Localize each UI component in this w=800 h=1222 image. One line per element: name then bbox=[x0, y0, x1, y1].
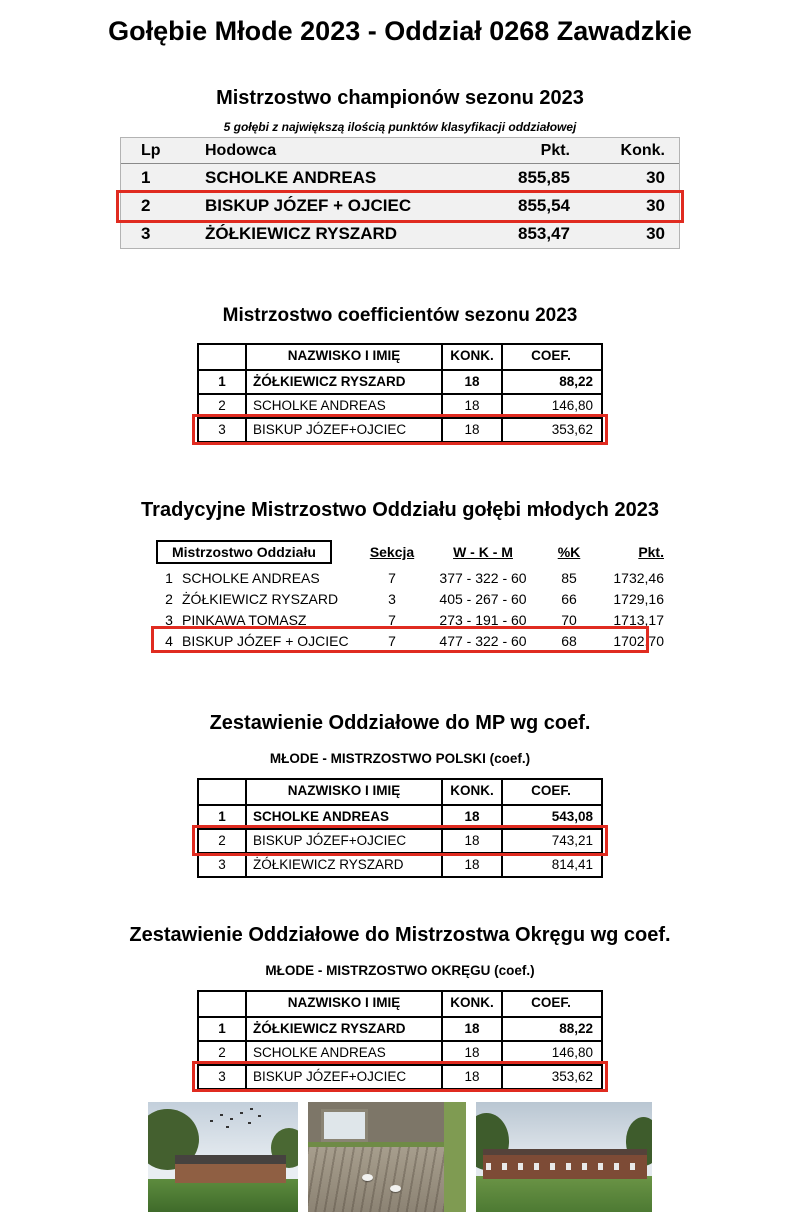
col-konk: KONK. bbox=[441, 992, 501, 1016]
cell-name: ŻÓŁKIEWICZ RYSZARD bbox=[245, 369, 441, 393]
col-coef: COEF. bbox=[501, 345, 601, 369]
cell-lp: 2 bbox=[165, 591, 173, 607]
cell-name: SCHOLKE ANDREAS bbox=[182, 570, 320, 586]
green-beam bbox=[308, 1142, 466, 1147]
cell-lp: 1 bbox=[199, 369, 245, 393]
cell-lp: 2 bbox=[199, 1040, 245, 1064]
cell-name: PINKAWA TOMASZ bbox=[182, 612, 307, 628]
table-row bbox=[199, 393, 601, 417]
pigeon bbox=[362, 1174, 373, 1181]
table-row bbox=[199, 417, 601, 441]
col-konk: Konk. bbox=[620, 141, 665, 159]
cell-name: ŻÓŁKIEWICZ RYSZARD bbox=[182, 591, 339, 607]
table-row bbox=[121, 220, 679, 248]
cell-pkt: 853,47 bbox=[518, 224, 570, 243]
col-sekcja: Sekcja bbox=[369, 544, 415, 560]
cell-name: SCHOLKE ANDREAS bbox=[245, 804, 441, 828]
cell-name: BISKUP JÓZEF+OJCIEC bbox=[245, 1064, 441, 1088]
cell-konk: 18 bbox=[441, 1040, 501, 1064]
table-header-row bbox=[199, 780, 601, 804]
cell-name: ŻÓŁKIEWICZ RYSZARD bbox=[245, 852, 441, 876]
cell-sekcja: 7 bbox=[388, 612, 396, 628]
cell-name: ŻÓŁKIEWICZ RYSZARD bbox=[245, 1016, 441, 1040]
loft-building bbox=[483, 1149, 647, 1179]
cell-lp: 3 bbox=[141, 224, 151, 243]
col-wkm: W - K - M bbox=[453, 544, 513, 560]
cell-konk: 30 bbox=[646, 196, 665, 215]
lawn bbox=[476, 1176, 652, 1212]
mp-section-title: Zestawienie Oddziałowe do MP wg coef. bbox=[209, 712, 591, 734]
cell-coef: 543,08 bbox=[501, 804, 601, 828]
col-name: NAZWISKO I IMIĘ bbox=[245, 992, 441, 1016]
table-row bbox=[199, 804, 601, 828]
loft-exterior-trees-photo bbox=[148, 1102, 298, 1212]
cell-pkt: 1702,70 bbox=[613, 633, 664, 649]
cell-konk: 18 bbox=[441, 804, 501, 828]
slatted-floor bbox=[308, 1144, 466, 1212]
champions-table bbox=[120, 120, 680, 249]
flying-birds bbox=[210, 1120, 213, 1122]
col-blank bbox=[199, 992, 245, 1016]
cell-name: BISKUP JÓZEF+OJCIEC bbox=[245, 417, 441, 441]
col-konk: KONK. bbox=[441, 780, 501, 804]
header-box: Mistrzostwo Oddziału bbox=[156, 540, 332, 564]
table-row bbox=[199, 1016, 601, 1040]
col-coef: COEF. bbox=[501, 780, 601, 804]
col-pkt: Pkt. bbox=[638, 544, 664, 560]
table-header-row bbox=[121, 138, 679, 164]
cell-coef: 146,80 bbox=[501, 1040, 601, 1064]
mp-subtitle: MŁODE - MISTRZOSTWO POLSKI (coef.) bbox=[269, 751, 531, 766]
cell-lp: 3 bbox=[199, 852, 245, 876]
cell-konk: 18 bbox=[441, 369, 501, 393]
table-header-row bbox=[199, 345, 601, 369]
table-row bbox=[199, 828, 601, 852]
cell-lp: 1 bbox=[141, 168, 151, 187]
cell-pk: 68 bbox=[561, 633, 577, 649]
cell-lp: 3 bbox=[165, 612, 173, 628]
table-header-row bbox=[199, 992, 601, 1016]
cell-sekcja: 7 bbox=[388, 570, 396, 586]
cell-wkm: 377 - 322 - 60 bbox=[439, 570, 527, 586]
okreg-table bbox=[197, 990, 603, 1090]
table-row bbox=[199, 369, 601, 393]
vent-row bbox=[486, 1163, 643, 1169]
cell-lp: 1 bbox=[199, 1016, 245, 1040]
cell-pkt: 855,54 bbox=[518, 196, 570, 215]
cell-coef: 88,22 bbox=[501, 1016, 601, 1040]
col-blank bbox=[199, 780, 245, 804]
col-coef: COEF. bbox=[501, 992, 601, 1016]
champions-table-box bbox=[120, 137, 680, 249]
champions-section-title: Mistrzostwo championów sezonu 2023 bbox=[216, 87, 584, 109]
champions-subtitle: 5 gołębi z największą ilością punktów klasyfikacji oddziałowej bbox=[223, 120, 577, 134]
col-name: NAZWISKO I IMIĘ bbox=[245, 780, 441, 804]
cell-coef: 353,62 bbox=[501, 417, 601, 441]
cell-wkm: 405 - 267 - 60 bbox=[439, 591, 527, 607]
cell-pkt: 1732,46 bbox=[613, 570, 664, 586]
traditional-table bbox=[156, 536, 664, 652]
page-title: Gołębie Młode 2023 - Oddział 0268 Zawadzkie bbox=[108, 16, 692, 46]
cell-konk: 18 bbox=[441, 828, 501, 852]
traditional-section-title: Tradycyjne Mistrzostwo Oddziału gołębi młodych 2023 bbox=[141, 499, 659, 521]
cell-konk: 18 bbox=[441, 852, 501, 876]
cell-konk: 18 bbox=[441, 1016, 501, 1040]
cell-coef: 146,80 bbox=[501, 393, 601, 417]
cell-hodowca: ŻÓŁKIEWICZ RYSZARD bbox=[205, 224, 398, 243]
cell-sekcja: 3 bbox=[388, 591, 396, 607]
cell-sekcja: 7 bbox=[388, 633, 396, 649]
cell-name: SCHOLKE ANDREAS bbox=[245, 393, 441, 417]
table-row bbox=[156, 568, 664, 589]
table-row bbox=[121, 192, 679, 220]
cell-lp: 1 bbox=[199, 804, 245, 828]
cell-lp: 1 bbox=[165, 570, 173, 586]
table-row bbox=[199, 852, 601, 876]
coefficients-section-title: Mistrzostwo coefficientów sezonu 2023 bbox=[222, 305, 578, 326]
cell-coef: 814,41 bbox=[501, 852, 601, 876]
cell-pk: 66 bbox=[561, 591, 577, 607]
table-row bbox=[199, 1064, 601, 1088]
cell-konk: 18 bbox=[441, 393, 501, 417]
floor-slats bbox=[308, 1144, 466, 1212]
cell-konk: 18 bbox=[441, 417, 501, 441]
cell-coef: 743,21 bbox=[501, 828, 601, 852]
okreg-subtitle: MŁODE - MISTRZOSTWO OKRĘGU (coef.) bbox=[265, 963, 535, 978]
green-frame bbox=[444, 1102, 466, 1212]
cell-coef: 88,22 bbox=[501, 369, 601, 393]
cell-pk: 85 bbox=[561, 570, 577, 586]
cell-hodowca: BISKUP JÓZEF + OJCIEC bbox=[205, 196, 412, 215]
cell-konk: 18 bbox=[441, 1064, 501, 1088]
mp-table bbox=[197, 778, 603, 878]
okreg-section-title: Zestawienie Oddziałowe do Mistrzostwa Okręgu wg coef. bbox=[129, 924, 671, 946]
cell-lp: 2 bbox=[199, 828, 245, 852]
table-row bbox=[156, 610, 664, 631]
grass bbox=[148, 1179, 298, 1212]
cell-wkm: 477 - 322 - 60 bbox=[439, 633, 527, 649]
cell-name: BISKUP JÓZEF + OJCIEC bbox=[182, 633, 349, 649]
col-pk: %K bbox=[557, 544, 581, 560]
col-lp: Lp bbox=[141, 141, 161, 159]
cell-pkt: 855,85 bbox=[518, 168, 570, 187]
window bbox=[321, 1109, 368, 1142]
cell-pkt: 1713,17 bbox=[613, 612, 664, 628]
col-konk: KONK. bbox=[441, 345, 501, 369]
table-row bbox=[199, 1040, 601, 1064]
cell-konk: 30 bbox=[646, 168, 665, 187]
cell-lp: 4 bbox=[165, 633, 173, 649]
cell-pkt: 1729,16 bbox=[613, 591, 664, 607]
loft-exterior-lawn-photo bbox=[476, 1102, 652, 1212]
table-row bbox=[156, 631, 664, 652]
cell-lp: 3 bbox=[199, 417, 245, 441]
cell-name: SCHOLKE ANDREAS bbox=[245, 1040, 441, 1064]
cell-name: BISKUP JÓZEF+OJCIEC bbox=[245, 828, 441, 852]
cell-lp: 2 bbox=[199, 393, 245, 417]
cell-coef: 353,62 bbox=[501, 1064, 601, 1088]
loft-interior-photo bbox=[308, 1102, 466, 1212]
cell-hodowca: SCHOLKE ANDREAS bbox=[205, 168, 377, 187]
photo-strip bbox=[0, 1102, 800, 1212]
col-pkt: Pkt. bbox=[540, 141, 570, 159]
cell-lp: 2 bbox=[141, 196, 151, 215]
cell-pk: 70 bbox=[561, 612, 577, 628]
table-header-row bbox=[156, 536, 664, 568]
col-blank bbox=[199, 345, 245, 369]
loft-building bbox=[175, 1155, 286, 1184]
coefficients-table bbox=[197, 343, 603, 443]
table-row bbox=[121, 164, 679, 192]
cell-konk: 30 bbox=[646, 224, 665, 243]
col-name: NAZWISKO I IMIĘ bbox=[245, 345, 441, 369]
cell-wkm: 273 - 191 - 60 bbox=[439, 612, 527, 628]
table-row bbox=[156, 589, 664, 610]
col-hodowca: Hodowca bbox=[205, 141, 277, 159]
cell-lp: 3 bbox=[199, 1064, 245, 1088]
